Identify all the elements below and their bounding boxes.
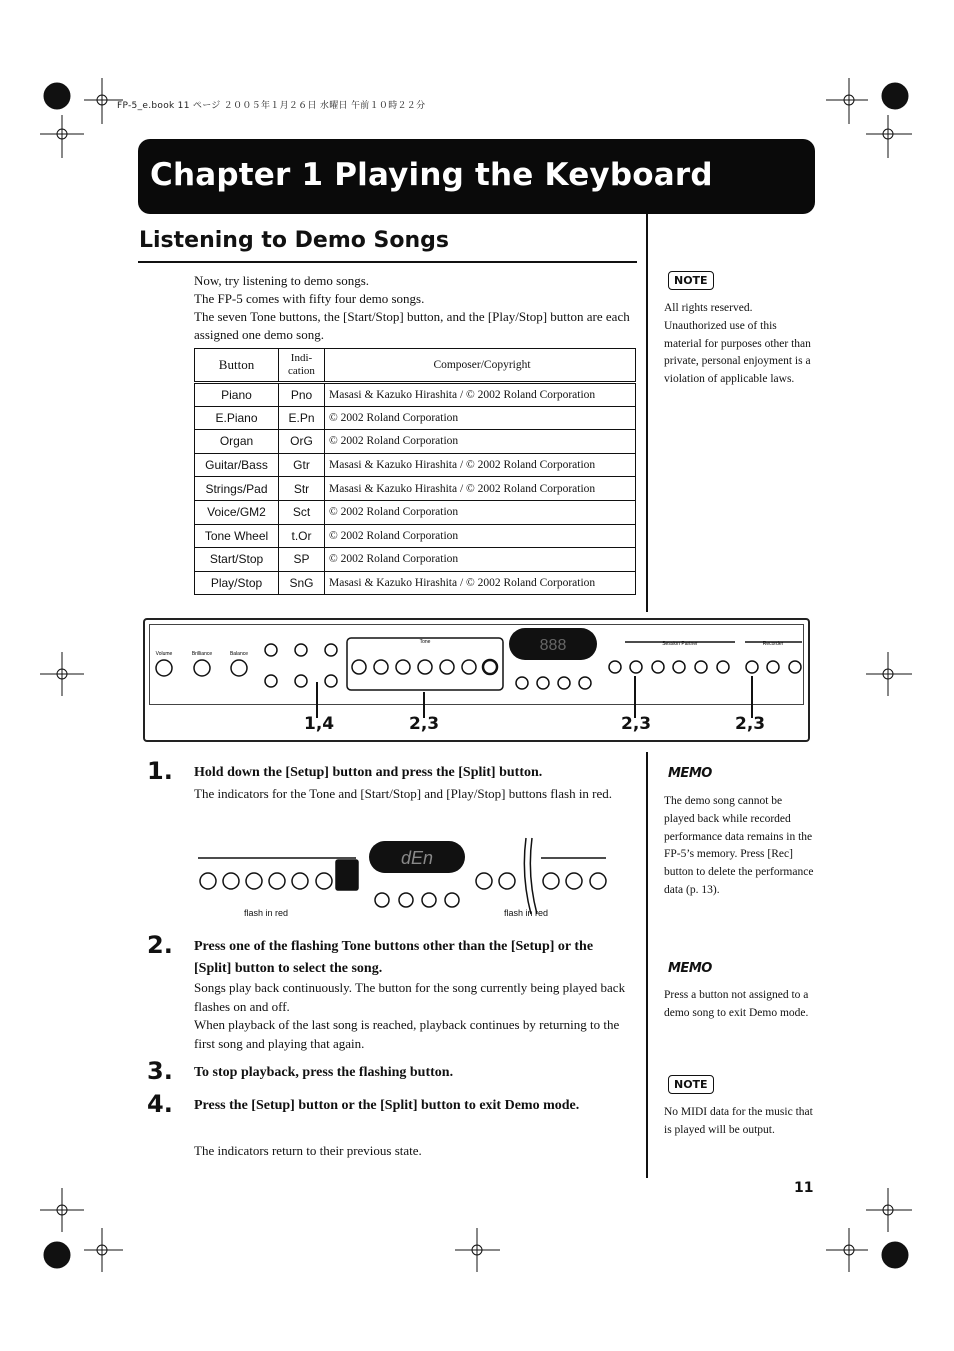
callout-label: 2,3 bbox=[409, 714, 440, 734]
page-number: 11 bbox=[794, 1180, 814, 1196]
demo-display-text: dEn bbox=[400, 848, 434, 868]
callout-label: 1,4 bbox=[304, 714, 335, 734]
front-panel-illustration bbox=[143, 618, 810, 742]
knob-label: Brilliance bbox=[191, 651, 213, 657]
note-badge: NOTE bbox=[668, 271, 714, 290]
table-cell: Piano bbox=[195, 383, 279, 407]
table-cell: © 2002 Roland Corporation bbox=[325, 500, 636, 524]
group-label: Session Partner bbox=[662, 641, 698, 647]
intro-line: The seven Tone buttons, the [Start/Stop] button, and the [Play/Stop] button are each assigned one demo song. bbox=[194, 309, 630, 342]
knob-label: Volume bbox=[155, 651, 173, 657]
memo-badge: MEMO bbox=[668, 961, 712, 976]
table-cell: SP bbox=[279, 548, 325, 572]
step-number: 4. bbox=[147, 1090, 173, 1118]
step-number: 3. bbox=[147, 1057, 173, 1085]
table-cell: Gtr bbox=[279, 453, 325, 477]
table-cell: Masasi & Kazuko Hirashita / © 2002 Roland Corporation bbox=[325, 383, 636, 407]
table-row bbox=[195, 571, 636, 595]
intro-line: Now, try listening to demo songs. bbox=[194, 273, 370, 288]
table-cell: E.Pn bbox=[279, 406, 325, 430]
column-divider-bottom bbox=[646, 752, 648, 1178]
table-cell: Organ bbox=[195, 430, 279, 454]
table-row bbox=[195, 524, 636, 548]
step-number: 2. bbox=[147, 931, 173, 959]
step-heading: Hold down the [Setup] button and press the [Split] button. bbox=[194, 765, 543, 780]
memo-badge: MEMO bbox=[668, 766, 712, 781]
knob-label: Balance bbox=[229, 651, 249, 657]
table-header: Indi- cation bbox=[279, 349, 325, 383]
flash-label: flash in red bbox=[244, 908, 289, 918]
step-body: When playback of the last song is reached, playback continues by returning to the first song and playing that again. bbox=[194, 1017, 620, 1051]
table-header: Composer/Copyright bbox=[325, 349, 636, 383]
table-cell: Masasi & Kazuko Hirashita / © 2002 Roland Corporation bbox=[325, 477, 636, 501]
memo-text: The demo song cannot be played back while recorded performance data remains in the FP-5’s memory. Press [Rec] button to delete the performance data (p. 13). bbox=[664, 795, 814, 896]
table-row bbox=[195, 430, 636, 454]
table-cell: © 2002 Roland Corporation bbox=[325, 524, 636, 548]
demo-song-table bbox=[194, 348, 636, 595]
tone-buttons-flash-illustration bbox=[196, 836, 612, 916]
note-text: No MIDI data for the music that is played will be output. bbox=[664, 1106, 813, 1136]
chapter-title: Chapter 1 Playing the Keyboard bbox=[150, 157, 713, 193]
table-cell: Guitar/Bass bbox=[195, 453, 279, 477]
note-badge: NOTE bbox=[668, 1075, 714, 1094]
step-body: The indicators for the Tone and [Start/Stop] and [Play/Stop] buttons flash in red. bbox=[194, 786, 613, 801]
step-heading: Press the [Setup] button or the [Split] button to exit Demo mode. bbox=[194, 1098, 580, 1113]
chapter-title-bar bbox=[138, 139, 815, 214]
callout-label: 2,3 bbox=[735, 714, 766, 734]
table-cell: Sct bbox=[279, 500, 325, 524]
table-cell: Pno bbox=[279, 383, 325, 407]
table-cell: Strings/Pad bbox=[195, 477, 279, 501]
step-body: The indicators return to their previous state. bbox=[194, 1143, 422, 1158]
table-cell: © 2002 Roland Corporation bbox=[325, 548, 636, 572]
group-label: Tone bbox=[419, 639, 431, 645]
table-header: Button bbox=[195, 349, 279, 383]
table-cell: t.Or bbox=[279, 524, 325, 548]
panel-drawing bbox=[145, 620, 808, 740]
table-row bbox=[195, 453, 636, 477]
group-label: Recorder bbox=[762, 641, 784, 647]
table-cell: SnG bbox=[279, 571, 325, 595]
table-cell: Voice/GM2 bbox=[195, 500, 279, 524]
section-title: Listening to Demo Songs bbox=[139, 228, 449, 253]
note-text: All rights reserved. Unauthorized use of this material for purposes other than private, personal enjoyment is a violation of applicable laws. bbox=[664, 302, 811, 386]
step-heading: Press one of the flashing Tone buttons other than the [Setup] or the [Split] button to select the song. bbox=[194, 939, 594, 976]
table-row bbox=[195, 406, 636, 430]
section-rule bbox=[138, 261, 637, 263]
table-row bbox=[195, 477, 636, 501]
table-header-row bbox=[195, 349, 636, 383]
callout-label: 2,3 bbox=[621, 714, 652, 734]
table-cell: Play/Stop bbox=[195, 571, 279, 595]
table-cell: E.Piano bbox=[195, 406, 279, 430]
panel-display-text: 888 bbox=[539, 637, 567, 654]
intro-line: The FP-5 comes with fifty four demo songs. bbox=[194, 291, 425, 306]
table-cell: OrG bbox=[279, 430, 325, 454]
table-row bbox=[195, 548, 636, 572]
table-cell: Tone Wheel bbox=[195, 524, 279, 548]
table-cell: Start/Stop bbox=[195, 548, 279, 572]
table-cell: © 2002 Roland Corporation bbox=[325, 406, 636, 430]
step-number: 1. bbox=[147, 757, 173, 785]
step-heading: To stop playback, press the flashing button. bbox=[194, 1065, 454, 1080]
table-row bbox=[195, 500, 636, 524]
step-body: Songs play back continuously. The button for the song currently being played back flashes on and off. bbox=[194, 980, 626, 1014]
column-divider-top bbox=[646, 214, 648, 612]
intro-text bbox=[194, 272, 634, 344]
table-cell: © 2002 Roland Corporation bbox=[325, 430, 636, 454]
table-cell: Masasi & Kazuko Hirashita / © 2002 Roland Corporation bbox=[325, 571, 636, 595]
table-row bbox=[195, 383, 636, 407]
memo-text: Press a button not assigned to a demo song to exit Demo mode. bbox=[664, 989, 809, 1019]
flash-label: flash in red bbox=[504, 908, 549, 918]
table-cell: Masasi & Kazuko Hirashita / © 2002 Roland Corporation bbox=[325, 453, 636, 477]
table-cell: Str bbox=[279, 477, 325, 501]
file-header: FP-5_e.book 11 ページ ２００５年１月２６日 水曜日 午前１０時２２分 bbox=[117, 101, 426, 111]
